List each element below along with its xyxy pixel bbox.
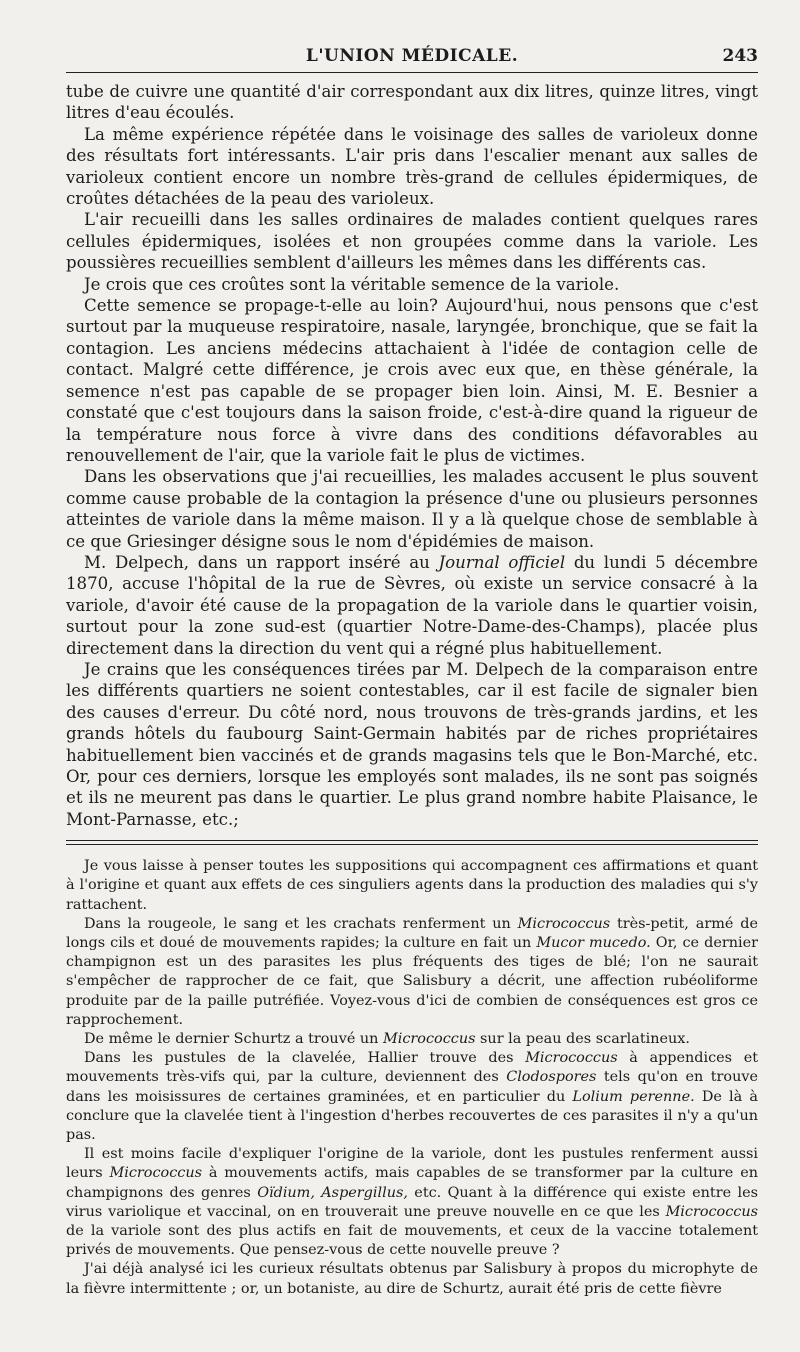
- footnote-paragraph: [66, 1260, 758, 1298]
- footnote-paragraph: [66, 915, 758, 1030]
- footnote-italic: Micrococcus: [517, 915, 611, 932]
- footnote-rule: [66, 840, 758, 845]
- journal-title: Journal officiel: [438, 552, 566, 572]
- footnote-text: Dans les pustules de la clavelée, Hallier trouve des: [84, 1050, 526, 1067]
- footnote-text: Je vous laisse à penser toutes les suppositions qui accompagnent ces affirmations et quant à l'origine et quant aux effets de ces singuliers agents dans la production des maladies qui s'y rattachent.: [66, 858, 758, 913]
- footnote-text: à mouvements actifs, mais capables de se transformer par la culture en champignons des genres: [66, 1165, 758, 1201]
- footnote-text: De même le dernier Schurtz a trouvé un: [84, 1031, 384, 1048]
- footnote-paragraph: [66, 1030, 758, 1049]
- footnote-italic: Lolium perenne.: [572, 1088, 695, 1105]
- body-paragraph: La même expérience répétée dans le voisinage des salles de varioleux donne des résultats fort intéressants. L'air pris dans l'escalier menant aux salles de varioleux contient encore un nombre très-grand de cellules épidermiques, de croûtes détachées de la peau des varioleux.: [66, 124, 758, 209]
- footnote-italic: Micrococcus: [525, 1050, 618, 1067]
- body-paragraph: Je crains que les conséquences tirées par M. Delpech de la comparaison entre les différents quartiers ne soient contestables, car il est facile de signaler bien des causes d'erreur. Du côté nord, nous trouvons de très-grands jardins, et les grands hôtels du faubourg Saint-Germain habités par de riches propriétaires habituellement bien vaccinés et de grands magasins tels que le Bon-Marché, etc. Or, pour ces derniers, lorsque les employés sont malades, ils ne sont pas soignés et ils ne meurent pas dans le quartier. Le plus grand nombre habite Plaisance, le Mont-Parnasse, etc.;: [66, 659, 758, 829]
- footnote-paragraph: [66, 1049, 758, 1145]
- footnote-text: J'ai déjà analysé ici les curieux résultats obtenus par Salisbury à propos du microphyte de la fièvre intermittente ; or, un botaniste, au dire de Schurtz, aurait été pris de cette fièvre: [66, 1261, 758, 1297]
- body-text: M. Delpech, dans un rapport inséré au: [84, 552, 439, 572]
- footnote-italic: Mucor mucedo.: [536, 935, 651, 952]
- running-title: L'UNION MÉDICALE.: [305, 46, 519, 66]
- footnote-text: tels qu'on en trouve dans les moisissures de certaines graminées, et en particulier du: [66, 1069, 758, 1105]
- body-paragraph: Dans les observations que j'ai recueillies, les malades accusent le plus souvent comme cause probable de la contagion la présence d'une ou plusieurs personnes atteintes de variole dans la même maison. Il y a là quelque chose de semblable à ce que Griesinger désigne sous le nom d'épidémies de maison.: [66, 467, 758, 551]
- page-number: 243: [722, 46, 758, 66]
- footnote-italic: Oïdium, Aspergillus,: [257, 1184, 408, 1201]
- footnotes: [66, 857, 758, 1299]
- running-head: [66, 40, 758, 73]
- main-text: [66, 81, 758, 830]
- footnote-text: sur la peau des scarlatineux.: [475, 1031, 690, 1048]
- page: [66, 40, 758, 1299]
- body-paragraph: Cette semence se propage-t-elle au loin? Aujourd'hui, nous pensons que c'est surtout par la muqueuse respiratoire, nasale, laryngée, bronchique, que se fait la contagion. Les anciens médecins attachaient à l'idée de contagion celle de contact. Malgré cette différence, je crois avec eux que, en thèse générale, la semence n'est pas capable de se propager bien loin. Ainsi, M. E. Besnier a constaté que c'est toujours dans la saison froide, c'est-à-dire quand la rigueur de la température nous force à vivre dans des conditions défavorables au renouvellement de l'air, que la variole fait le plus de victimes.: [66, 296, 758, 465]
- body-paragraph: Je crois que ces croûtes sont la véritable semence de la variole.: [84, 274, 620, 294]
- footnote-text: très-petit, armé de longs cils et doué de mouvements rapides; la culture en fait un: [66, 915, 758, 952]
- footnote-paragraph: [66, 857, 758, 915]
- footnote-text: Dans la rougeole, le sang et les crachats renferment un: [84, 915, 518, 932]
- footnote-text: De là à conclure que la clavelée tient à l'ingestion d'herbes recouvertes de ces parasites il n'y a qu'un pas.: [66, 1088, 758, 1144]
- body-paragraph: [66, 552, 758, 659]
- body-text: du lundi 5 décembre 1870, accuse l'hôpital de la rue de Sèvres, où existe un service consacré à la variole, d'avoir été cause de la propagation de la variole dans le quartier voisin, surtout pour la zone sud-est (quartier Notre-Dame-des-Champs), placée plus directement dans la direction du vent qui a régné plus habituellement.: [66, 552, 758, 658]
- footnote-italic: Micrococcus: [109, 1165, 202, 1182]
- footnote-text: Il est moins facile d'expliquer l'origine de la variole, dont les pustules renferment aussi leurs: [66, 1146, 758, 1182]
- footnote-text: etc. Quant à la différence qui existe entre les virus variolique et vaccinal, on en trouverait une preuve nouvelle en ce que les: [66, 1184, 758, 1220]
- footnote-text: de la variole sont des plus actifs en fait de mouvements, et ceux de la vaccine totalement privés de mouvements. Que pensez-vous de cette nouvelle preuve ?: [66, 1223, 758, 1259]
- footnote-text: à appendices et mouvements très-vifs qui, par la culture, deviennent des: [66, 1050, 758, 1086]
- body-paragraph: L'air recueilli dans les salles ordinaires de malades contient quelques rares cellules épidermiques, isolées et non groupées comme dans la variole. Les poussières recueillies semblent d'ailleurs les mêmes dans les différents cas.: [66, 210, 758, 273]
- footnote-paragraph: [66, 1145, 758, 1260]
- footnote-italic: Micrococcus: [665, 1203, 758, 1220]
- footnote-italic: Clodospores: [506, 1069, 597, 1086]
- body-paragraph: tube de cuivre une quantité d'air correspondant aux dix litres, quinze litres, vingt litres d'eau écoulés.: [66, 82, 758, 123]
- footnote-text: Or, ce dernier champignon est un des parasites les plus fréquents des tiges de blé; l'on ne saurait s'empêcher de rapprocher de ce fait, que Salisbury a décrit, une affection rubéoliforme produite par de la paille putréfiée. Voyez-vous d'ici de combien de conséquences est gros ce rapprochement.: [66, 935, 759, 1028]
- footnote-italic: Micrococcus: [383, 1031, 476, 1048]
